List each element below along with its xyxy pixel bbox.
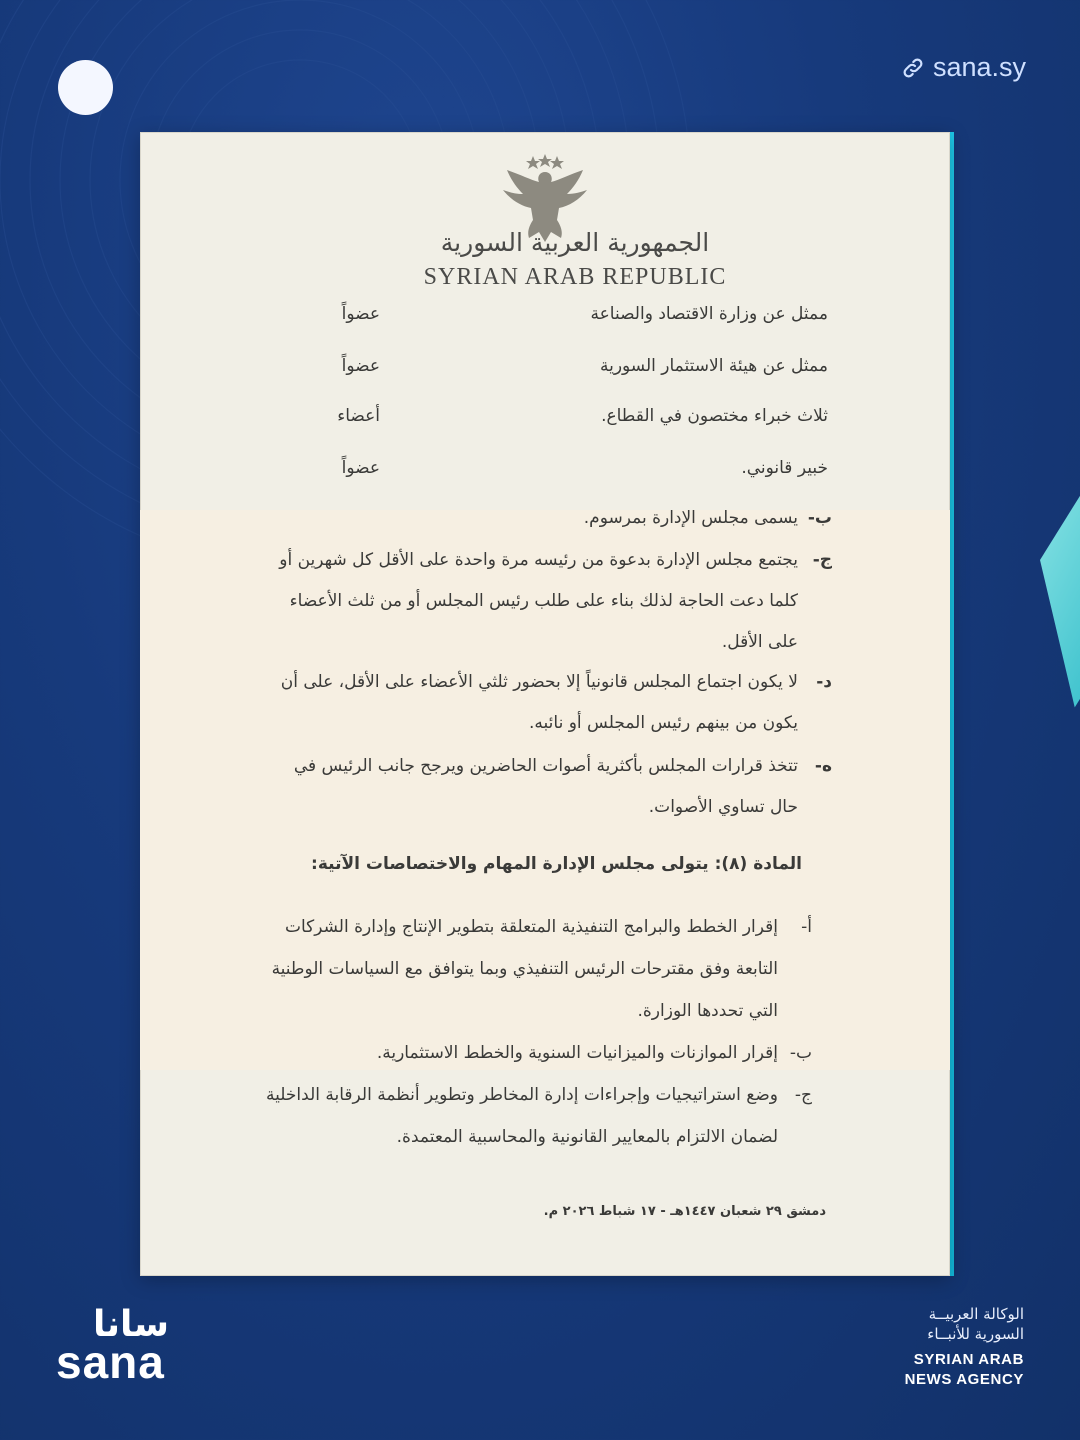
agency-english-line1: SYRIAN ARAB — [913, 1351, 1024, 1368]
clause-text: لا يكون اجتماع المجلس قانونياً إلا بحضور ثلثي الأعضاء على الأقل، على أن يكون من بينهم رئيس المجلس أو نائبه. — [280, 672, 798, 733]
header-arabic: الجمهورية العربية السورية — [440, 228, 710, 257]
item-text: وضع استراتيجيات وإجراءات إدارة المخاطر وتطوير أنظمة الرقابة الداخلية لضمان الالتزام بالمعايير القانونية والمحاسبية المعتمدة. — [266, 1085, 778, 1147]
clause-text: تتخذ قرارات المجلس بأكثرية أصوات الحاضرين ويرجح جانب الرئيس في حال تساوي الأصوات. — [293, 756, 798, 817]
item-text: إقرار الخطط والبرامج التنفيذية المتعلقة بتطوير الإنتاج وإدارة الشركات التابعة وفق مقترحات الرئيس التنفيذي وبما يتوافق مع السياسات الوطنية التي تحددها الوزارة. — [271, 917, 778, 1021]
agency-english-line2: NEWS AGENCY — [904, 1371, 1024, 1388]
member-role: ممثل عن وزارة الاقتصاد والصناعة — [590, 304, 828, 324]
site-link[interactable] — [901, 52, 1026, 83]
white-dot — [58, 60, 113, 115]
clause-mark: ج- — [812, 550, 832, 570]
clause — [272, 746, 832, 828]
agency-name — [905, 1304, 1024, 1390]
link-icon — [901, 56, 925, 80]
member-tag: عضواً — [341, 304, 380, 324]
svg-text:سانا: سانا — [93, 1304, 169, 1344]
clause-mark: ه- — [814, 756, 832, 776]
sana-logo-english: sana — [56, 1336, 165, 1388]
member-role: خبير قانوني. — [741, 458, 828, 478]
item-text: إقرار الموازنات والميزانيات السنوية والخطط الاستثمارية. — [376, 1043, 778, 1063]
clause-text: يجتمع مجلس الإدارة بدعوة من رئيسه مرة واحدة على الأقل كل شهرين أو كلما دعت الحاجة لذلك بناء على طلب رئيس المجلس أو من ثلث الأعضاء على الأقل. — [279, 550, 798, 652]
document-page — [140, 132, 950, 1276]
member-tag: عضواً — [341, 458, 380, 478]
member-tag: أعضاء — [337, 406, 380, 426]
task-item — [252, 906, 812, 1032]
clause — [272, 498, 832, 539]
task-item — [252, 1032, 812, 1074]
clause-mark: ب- — [807, 508, 832, 528]
clause — [272, 662, 832, 744]
decorative-shard — [1040, 465, 1080, 707]
item-mark: ج- — [794, 1085, 812, 1105]
agency-arabic-line1: الوكالة العربيــة — [928, 1305, 1024, 1323]
item-mark: أ- — [801, 917, 812, 937]
clause-mark: د- — [816, 672, 832, 692]
article-title: المادة (٨): يتولى مجلس الإدارة المهام والاختصاصات الآتية: — [311, 854, 802, 874]
item-mark: ب- — [789, 1043, 812, 1063]
member-role: ممثل عن هيئة الاستثمار السورية — [599, 356, 828, 376]
clause-text: يسمى مجلس الإدارة بمرسوم. — [583, 508, 798, 528]
clause — [272, 540, 832, 663]
sana-logo — [56, 1302, 206, 1388]
header-english: SYRIAN ARAB REPUBLIC — [423, 264, 727, 290]
member-tag: عضواً — [341, 356, 380, 376]
member-role: ثلاث خبراء مختصون في القطاع. — [601, 406, 828, 426]
task-item — [252, 1074, 812, 1158]
agency-arabic-line2: السورية للأنبــاء — [927, 1325, 1024, 1343]
site-label: sana.sy — [932, 52, 1026, 82]
dateline: دمشق ٢٩ شعبان ١٤٤٧هـ - ١٧ شباط ٢٠٢٦ م. — [543, 1204, 826, 1219]
